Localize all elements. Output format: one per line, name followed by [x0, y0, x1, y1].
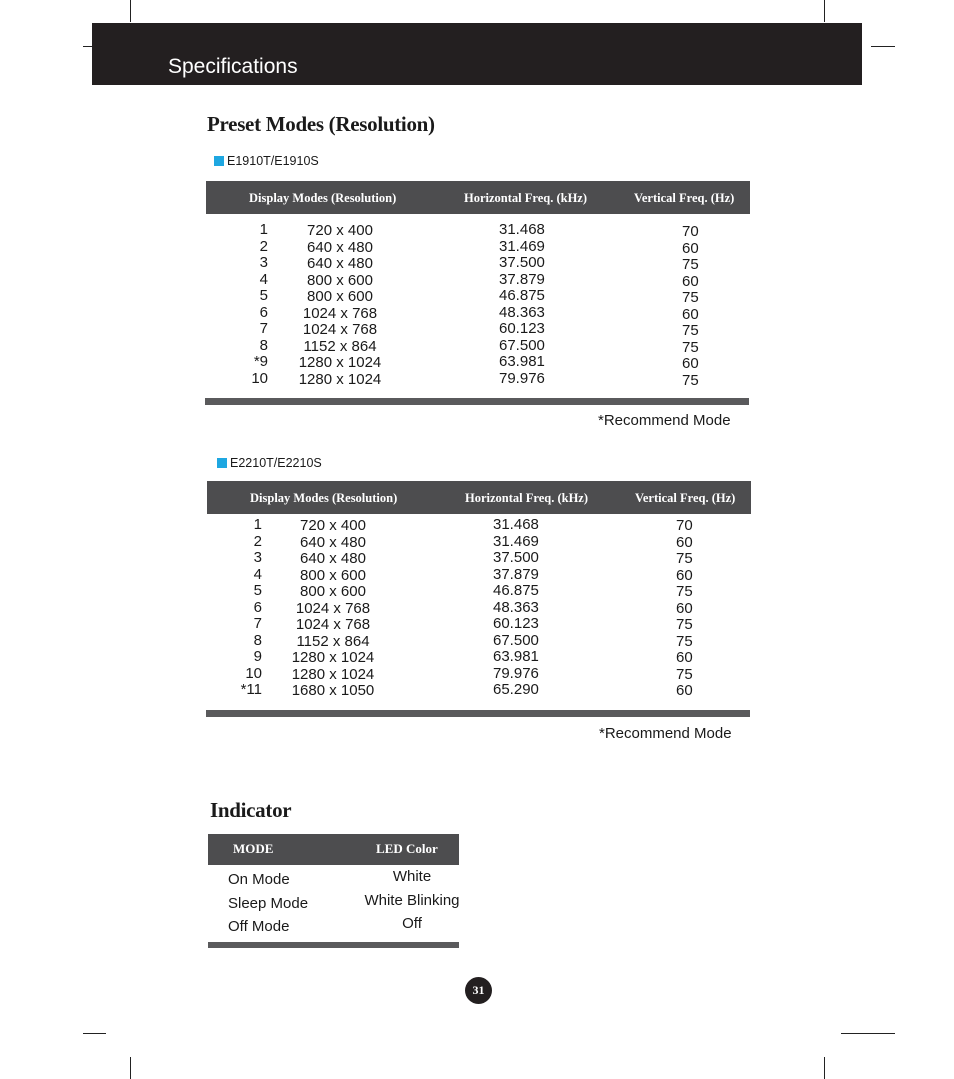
list-item: 800 x 600 — [300, 566, 366, 584]
list-item: 75 — [682, 371, 699, 389]
list-item: 1 — [259, 221, 268, 238]
list-item: 1152 x 864 — [303, 337, 377, 355]
list-item: 60.123 — [493, 615, 539, 632]
list-item: 31.468 — [493, 516, 539, 533]
resolution-column-2 — [273, 518, 393, 700]
list-item: 640 x 480 — [300, 533, 366, 551]
indicator-table-footer-bar — [208, 942, 459, 948]
model-label-2 — [217, 456, 322, 470]
list-item: 46.875 — [493, 582, 539, 599]
preset-modes-title: Preset Modes (Resolution) — [207, 112, 435, 136]
column-header-led-color: LED Color — [376, 841, 438, 856]
horizontal-freq-column-1 — [499, 222, 569, 387]
model-name: E1910T/E1910S — [227, 154, 319, 168]
list-item: Sleep Mode — [228, 894, 309, 912]
list-item: 37.500 — [499, 254, 545, 271]
indicator-title: Indicator — [210, 798, 292, 822]
list-item: 37.500 — [493, 549, 539, 566]
list-item: 60 — [676, 566, 693, 584]
list-item: 48.363 — [493, 598, 539, 616]
list-item: 1 — [253, 516, 262, 533]
list-item: 1024 x 768 — [302, 304, 378, 322]
list-item: 75 — [676, 632, 693, 650]
crop-mark — [841, 1033, 895, 1034]
list-item: 79.976 — [499, 369, 545, 387]
recommend-note-2: *Recommend Mode — [599, 725, 732, 742]
list-item: 75 — [676, 583, 693, 600]
list-item: 1280 x 1024 — [291, 649, 375, 666]
list-item: 2 — [253, 532, 262, 550]
list-item: 60 — [676, 649, 693, 666]
list-item: 640 x 480 — [307, 238, 373, 256]
list-item: 1152 x 864 — [296, 632, 370, 650]
list-item: White — [392, 868, 432, 885]
mode-number-column-2 — [232, 517, 262, 699]
list-item: 10 — [245, 664, 262, 682]
list-item: *9 — [253, 353, 268, 370]
crop-mark — [83, 1033, 106, 1034]
table-footer-bar-2 — [206, 710, 750, 717]
column-header-vertical-freq: Vertical Freq. (Hz) — [634, 191, 735, 205]
list-item: 67.500 — [493, 631, 539, 649]
column-header-display-modes: Display Modes (Resolution) — [250, 491, 398, 505]
list-item: 1024 x 768 — [295, 616, 371, 633]
list-item: White Blinking — [364, 891, 460, 909]
column-header-horizontal-freq: Horizontal Freq. (kHz) — [464, 191, 588, 205]
list-item: 9 — [253, 648, 262, 665]
list-item: 720 x 400 — [300, 517, 366, 534]
list-item: 1280 x 1024 — [298, 370, 382, 388]
table-header-2 — [207, 481, 751, 514]
indicator-mode-column — [228, 871, 308, 942]
list-item: 75 — [682, 289, 699, 306]
resolution-column-1 — [280, 223, 400, 388]
list-item: 7 — [253, 615, 262, 632]
list-item: Off — [402, 915, 422, 932]
list-item: 800 x 600 — [307, 271, 373, 289]
table-footer-bar-1 — [205, 398, 749, 405]
crop-mark — [824, 0, 825, 22]
list-item: 1024 x 768 — [302, 321, 378, 338]
list-item: 720 x 400 — [307, 222, 373, 239]
list-item: 60.123 — [499, 320, 545, 337]
crop-mark — [130, 0, 131, 22]
bullet-square-icon — [217, 458, 227, 468]
bullet-square-icon — [214, 156, 224, 166]
list-item: 70 — [676, 517, 693, 534]
table-header-1 — [206, 181, 750, 214]
list-item: 31.468 — [499, 221, 545, 238]
column-header-vertical-freq: Vertical Freq. (Hz) — [635, 491, 736, 505]
list-item: 8 — [259, 336, 268, 354]
list-item: 79.976 — [493, 664, 539, 682]
list-item: 48.363 — [499, 303, 545, 321]
list-item: 75 — [682, 338, 699, 356]
list-item: 640 x 480 — [300, 550, 366, 567]
list-item: 63.981 — [499, 353, 545, 370]
list-item: 60 — [682, 272, 699, 290]
list-item: 37.879 — [493, 565, 539, 583]
page-number-badge — [465, 977, 492, 1004]
mode-number-column-1 — [238, 222, 268, 387]
list-item: 5 — [259, 287, 268, 304]
list-item: 75 — [676, 665, 693, 683]
column-header-display-modes: Display Modes (Resolution) — [249, 191, 397, 205]
list-item: 60 — [682, 239, 699, 257]
list-item: 60 — [682, 305, 699, 323]
list-item: 5 — [253, 582, 262, 599]
list-item: 4 — [259, 270, 268, 288]
list-item: 8 — [253, 631, 262, 649]
list-item: 60 — [676, 682, 693, 699]
list-item: 75 — [676, 616, 693, 633]
model-name: E2210T/E2210S — [230, 456, 322, 470]
list-item: 1024 x 768 — [295, 599, 371, 617]
vertical-freq-column-2 — [676, 518, 716, 700]
list-item: 65.290 — [493, 681, 539, 698]
column-header-horizontal-freq: Horizontal Freq. (kHz) — [465, 491, 589, 505]
list-item: 70 — [682, 223, 699, 240]
list-item: 67.500 — [499, 336, 545, 354]
list-item: 63.981 — [493, 648, 539, 665]
list-item: 6 — [253, 598, 262, 616]
page-title: Specifications — [168, 55, 298, 78]
list-item: 1280 x 1024 — [298, 354, 382, 371]
list-item: 75 — [676, 550, 693, 567]
list-item: 4 — [253, 565, 262, 583]
list-item: 31.469 — [493, 532, 539, 550]
list-item: 1680 x 1050 — [291, 682, 375, 699]
list-item: 640 x 480 — [307, 255, 373, 272]
list-item: 75 — [682, 256, 699, 273]
list-item: 60 — [676, 533, 693, 551]
indicator-table-header — [208, 834, 459, 865]
list-item: 3 — [253, 549, 262, 566]
list-item: 31.469 — [499, 237, 545, 255]
list-item: On Mode — [228, 871, 290, 888]
list-item: 800 x 600 — [300, 583, 366, 600]
horizontal-freq-column-2 — [493, 517, 563, 699]
model-label-1 — [214, 154, 319, 168]
list-item: 7 — [259, 320, 268, 337]
list-item: 6 — [259, 303, 268, 321]
list-item: 37.879 — [499, 270, 545, 288]
column-header-mode: MODE — [233, 841, 274, 856]
crop-mark — [824, 1057, 825, 1079]
crop-mark — [871, 46, 895, 47]
list-item: 2 — [259, 237, 268, 255]
list-item: *11 — [240, 681, 262, 698]
list-item: 10 — [251, 369, 268, 387]
list-item: 75 — [682, 322, 699, 339]
list-item: Off Mode — [228, 918, 290, 935]
list-item: 3 — [259, 254, 268, 271]
list-item: 60 — [676, 599, 693, 617]
crop-mark — [130, 1057, 131, 1079]
list-item: 800 x 600 — [307, 288, 373, 305]
list-item: 60 — [682, 355, 699, 372]
indicator-color-column — [352, 868, 472, 939]
list-item: 1280 x 1024 — [291, 665, 375, 683]
list-item: 46.875 — [499, 287, 545, 304]
recommend-note-1: *Recommend Mode — [598, 412, 731, 429]
vertical-freq-column-1 — [682, 224, 722, 389]
page-number: 31 — [472, 983, 485, 997]
